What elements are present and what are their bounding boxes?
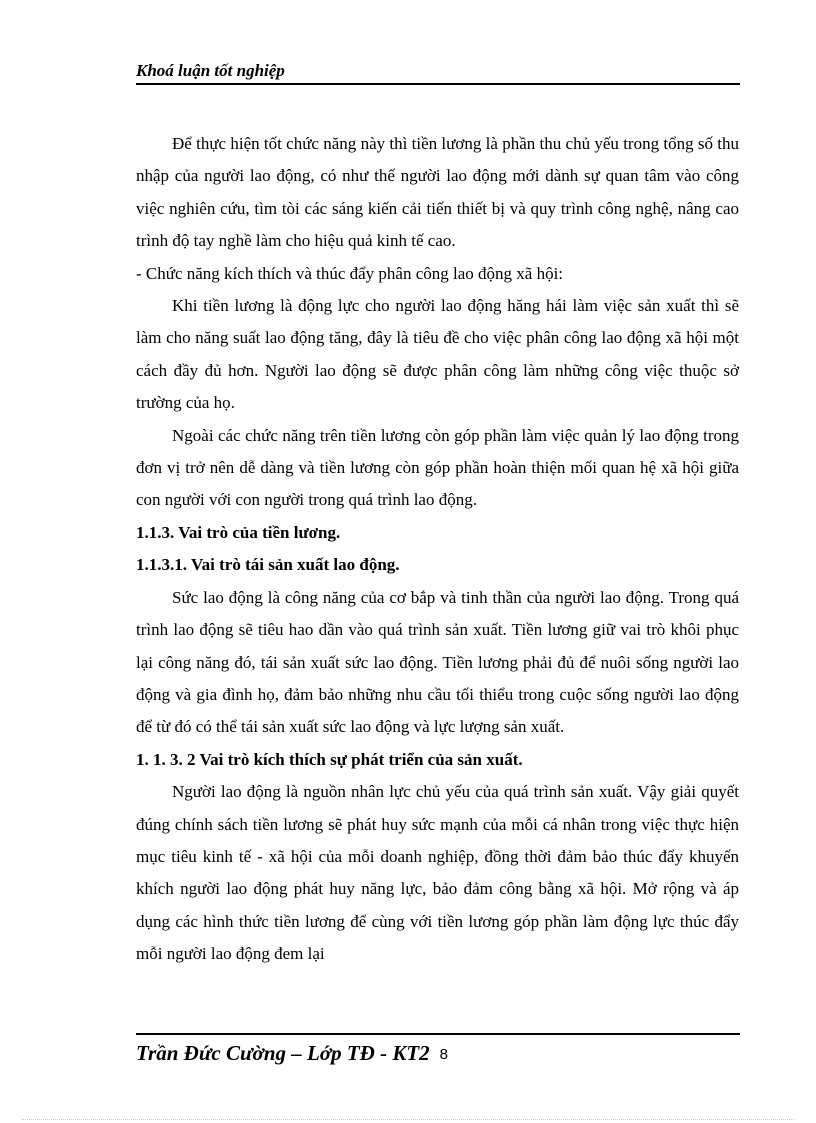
page-edge-divider <box>22 1119 794 1120</box>
section-heading: 1.1.3. Vai trò của tiền lương. <box>136 522 341 542</box>
page-number: 8 <box>439 1046 449 1063</box>
footer <box>136 1041 448 1066</box>
header-rule <box>136 83 740 85</box>
header-title: Khoá luận tốt nghiệp <box>136 61 285 80</box>
paragraph: Người lao động là nguồn nhân lực chủ yếu của quá trình sản xuất. Vậy giải quyết đúng chính sách tiền lương sẽ phát huy sức mạnh của mỗi cá nhân trong việc thực hiện mục tiêu kinh tế - xã hội của mỗi doanh nghiệp, đồng thời đảm bảo thúc đẩy khuyến khích người lao động phát huy năng lực, bảo đảm công bằng xã hội. Mở rộng và áp dụng các hình thức tiền lương để cùng với tiền lương góp phần làm động lực thúc đẩy mỗi người lao động đem lại <box>136 782 739 964</box>
subsection-heading: 1.1.3.1. Vai trò tái sản xuất lao động. <box>136 555 400 575</box>
list-item-text: - Chức năng kích thích và thúc đẩy phân công lao động xã hội: <box>136 263 564 283</box>
document-body <box>136 128 739 971</box>
paragraph: Ngoài các chức năng trên tiền lương còn góp phần làm việc quản lý lao động trong đơn vị trở nên dễ dàng và tiền lương còn góp phần hoàn thiện mối quan hệ xã hội giữa con người với con người trong quá trình lao động. <box>136 425 739 510</box>
paragraph: Để thực hiện tốt chức năng này thì tiền lương là phần thu chủ yếu trong tổng số thu nhập của người lao động, có như thế người lao động mới dành sự quan tâm vào công việc nghiên cứu, tìm tòi các sáng kiến cải tiến thiết bị và quy trình công nghệ, nâng cao trình độ tay nghề làm cho hiệu quả kinh tế cao. <box>136 134 739 251</box>
paragraph: Khi tiền lương là động lực cho người lao động hăng hái làm việc sản xuất thì sẽ làm cho năng suất lao động tăng, đây là tiêu đề cho việc phân công lao động xã hội một cách đầy đủ hơn. Người lao động sẽ được phân công làm những công việc thuộc sở trường của họ. <box>136 296 739 413</box>
footer-author: Trần Đức Cường – Lớp TĐ - KT2 <box>136 1041 430 1065</box>
footer-rule <box>136 1033 740 1035</box>
paragraph: Sức lao động là công năng của cơ bắp và tinh thần của người lao động. Trong quá trình lao động sẽ tiêu hao dần vào quá trình sản xuất. Tiền lương giữ vai trò khôi phục lại công năng đó, tái sản xuất sức lao động. Tiền lương phải đủ để nuôi sống người lao động và gia đình họ, đảm bảo những nhu cầu tối thiểu trong cuộc sống người lao động để từ đó có thể tái sản xuất sức lao động và lực lượng sản xuất. <box>136 587 739 737</box>
subsection-heading: 1. 1. 3. 2 Vai trò kích thích sự phát triển của sản xuất. <box>136 749 523 769</box>
